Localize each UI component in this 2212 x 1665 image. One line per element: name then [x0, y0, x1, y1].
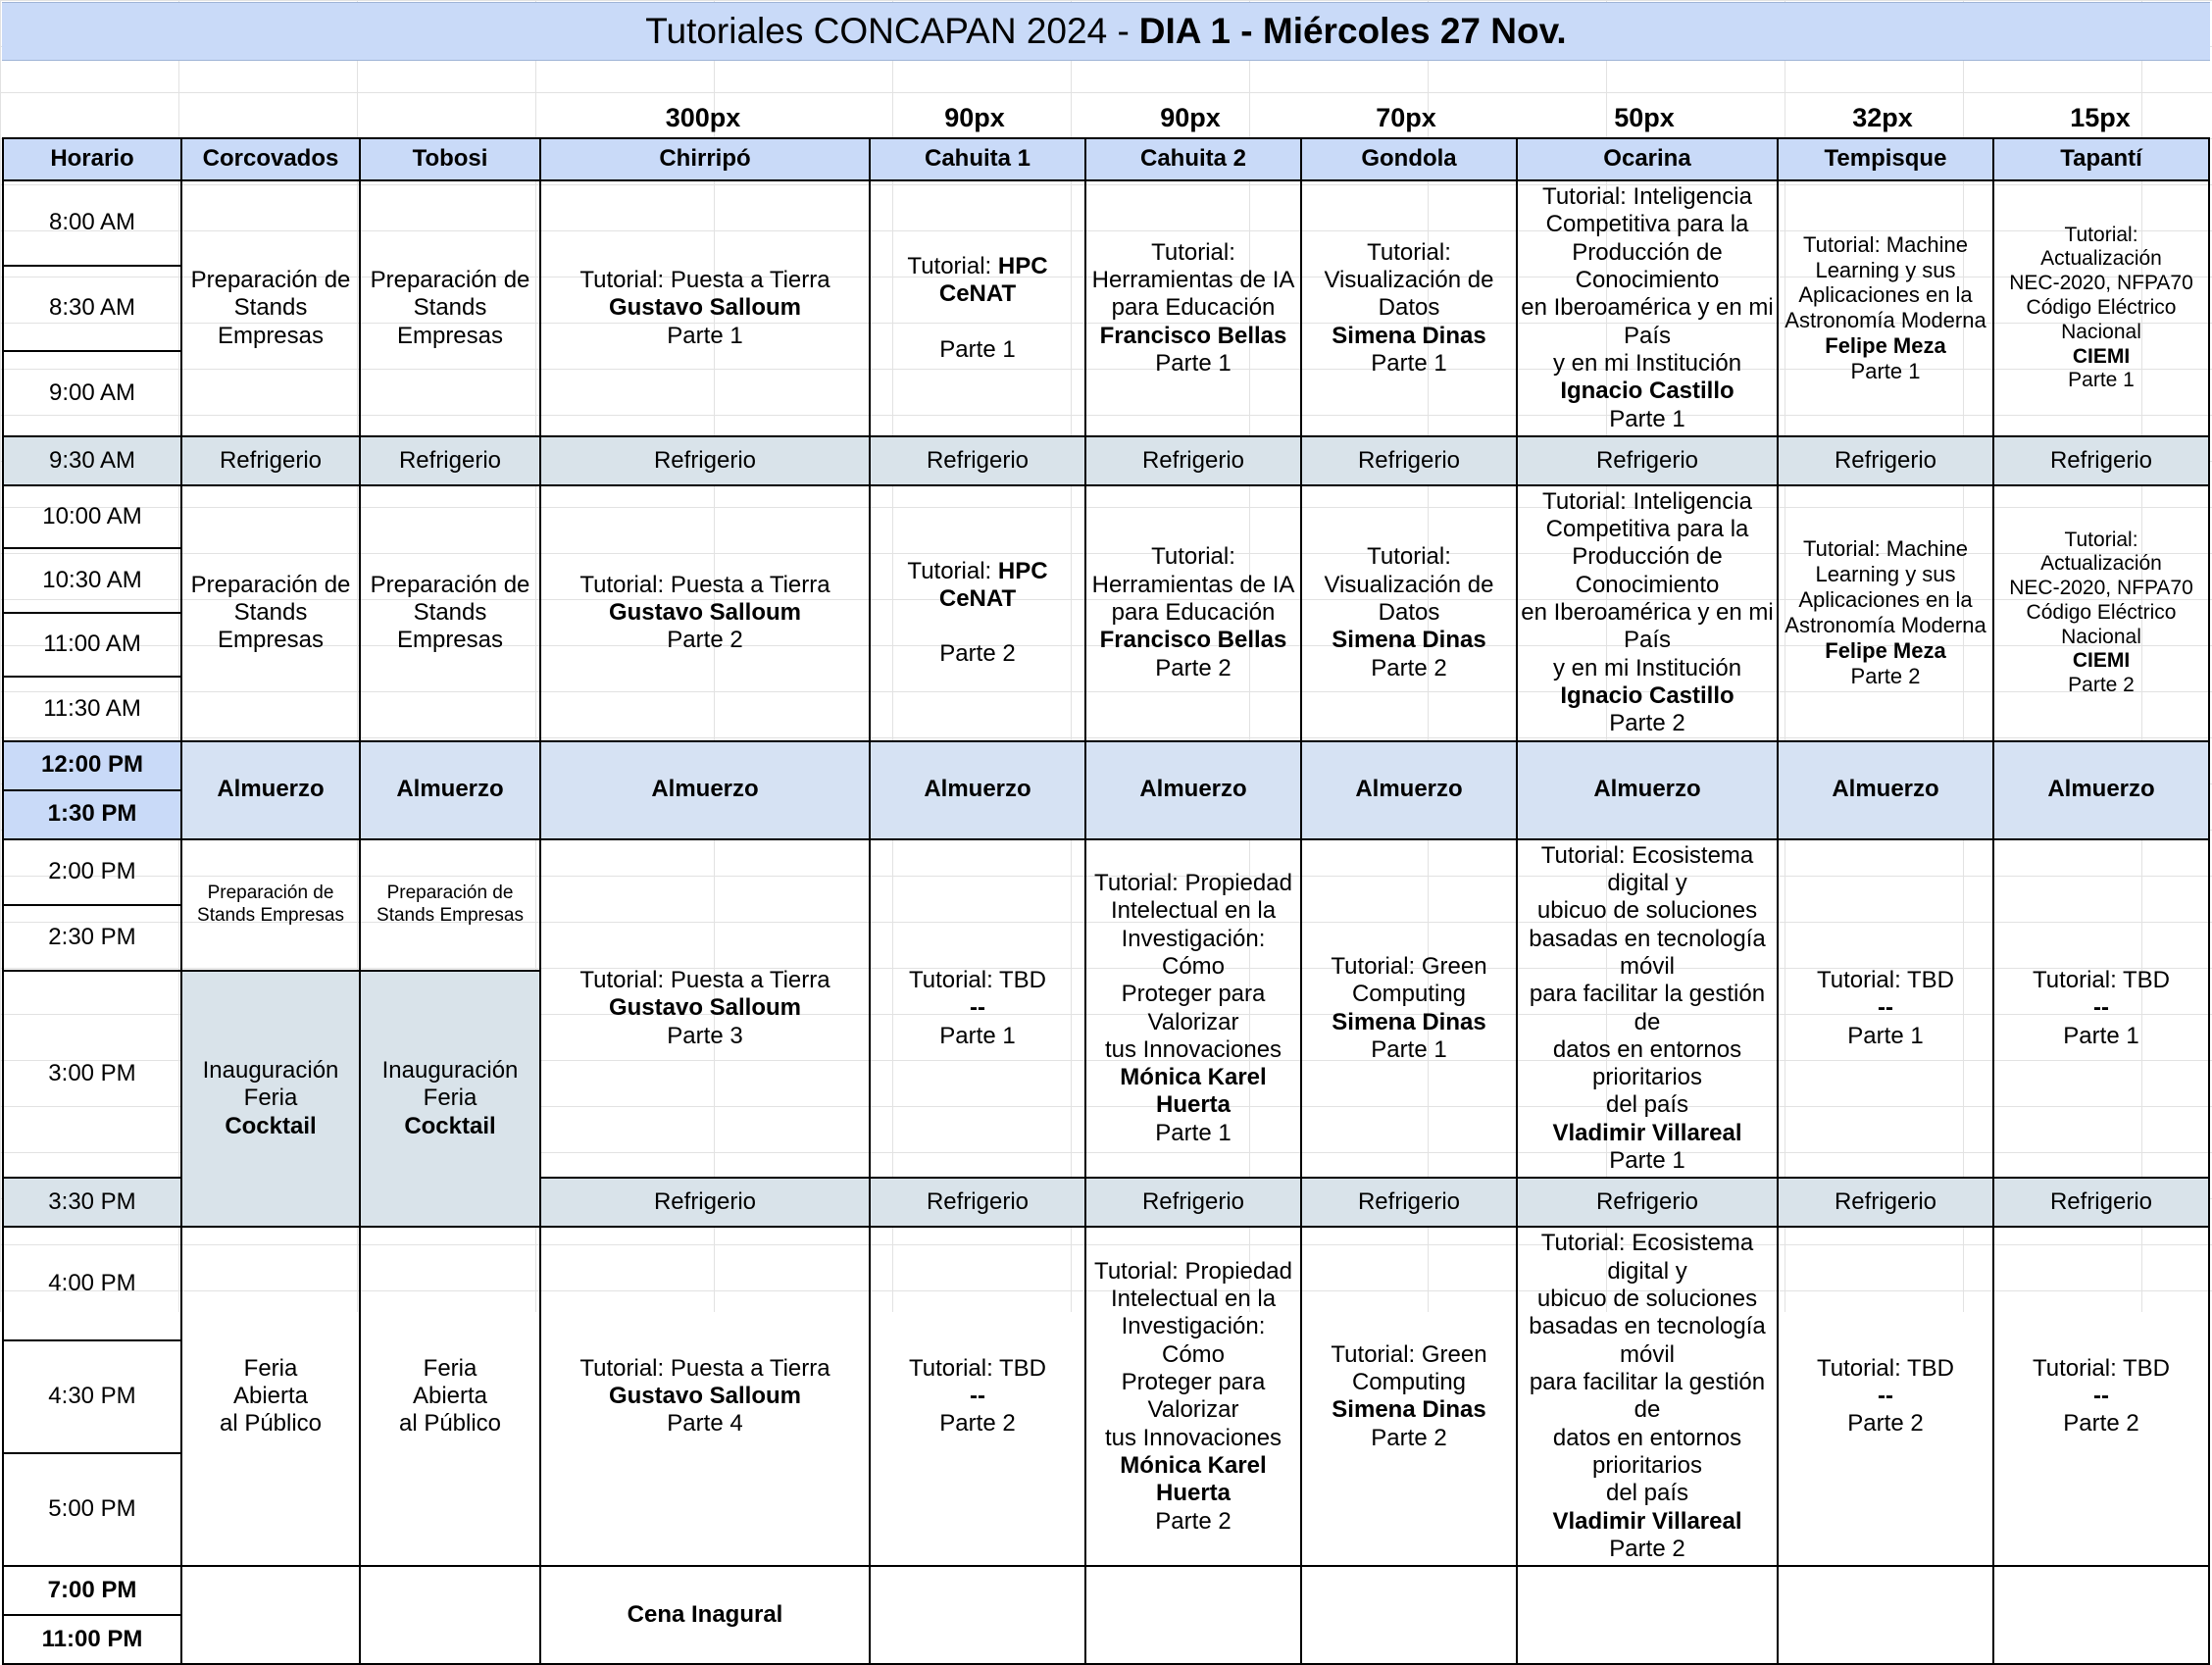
block-cahuita2-parte1[interactable]: [1085, 180, 1301, 436]
header-horario[interactable]: Horario: [3, 138, 181, 180]
time-cell[interactable]: 4:30 PM: [3, 1340, 181, 1453]
page-title: [2, 2, 2210, 61]
tutorial-part: Parte 2: [1155, 654, 1232, 681]
block-inauguracion-tobosi[interactable]: [360, 971, 540, 1228]
time-cell[interactable]: 8:30 AM: [3, 266, 181, 351]
tutorial-title-line: Aplicaciones en la: [1798, 282, 1973, 308]
size-cahuita2: 90px: [1160, 102, 1221, 132]
tutorial-title-line: Competitiva para la: [1545, 211, 1749, 238]
block-stands-corcovados-2[interactable]: [181, 485, 360, 741]
refrigerio-cell[interactable]: Refrigerio: [1993, 436, 2209, 485]
empty-cell[interactable]: [870, 1566, 1085, 1664]
tutorial-title-line: Tutorial:: [2064, 528, 2138, 551]
refrigerio-cell[interactable]: Refrigerio: [540, 1178, 870, 1227]
tutorial-part: Parte 2: [667, 627, 743, 654]
header-tapanti[interactable]: Tapantí: [1993, 138, 2209, 180]
tutorial-speaker: Gustavo Salloum: [608, 1383, 802, 1410]
almuerzo-cell[interactable]: Almuerzo: [870, 741, 1085, 839]
header-cahuita1[interactable]: Cahuita 1: [870, 138, 1085, 180]
tutorial-part: Parte 1: [2063, 1022, 2139, 1049]
time-cell[interactable]: 3:00 PM: [3, 971, 181, 1179]
tutorial-speaker: Ignacio Castillo: [1560, 378, 1734, 405]
block-gondola-parte2[interactable]: [1301, 485, 1517, 741]
block-cahuita1-parte2[interactable]: [870, 485, 1085, 741]
time-cell[interactable]: 11:00 AM: [3, 613, 181, 677]
time-cell[interactable]: 10:00 AM: [3, 485, 181, 548]
block-cahuita1-tbd2[interactable]: [870, 1227, 1085, 1566]
tutorial-part: Parte 1: [2068, 369, 2135, 392]
tutorial-title-line: Proteger para Valorizar: [1121, 1368, 1266, 1424]
almuerzo-cell[interactable]: Almuerzo: [1993, 741, 2209, 839]
tutorial-speaker: Ignacio Castillo: [1560, 682, 1734, 709]
time-cell[interactable]: 2:00 PM: [3, 839, 181, 905]
feria-line2: Abierta: [412, 1383, 488, 1410]
block-tapanti-parte1[interactable]: [1993, 180, 2209, 436]
tutorial-title-line: Computing: [1351, 1368, 1467, 1395]
block-cahuita2-pi1[interactable]: [1085, 839, 1301, 1179]
tutorial-title-line: Tutorial:: [1151, 238, 1235, 266]
block-gondola-green1[interactable]: [1301, 839, 1517, 1179]
tutorial-speaker: Gustavo Salloum: [608, 994, 802, 1022]
tutorial-part: Parte 2: [1847, 1410, 1924, 1438]
tutorial-title: Tutorial: Puesta a Tierra: [579, 1354, 830, 1382]
block-feria-corcovados[interactable]: [181, 1227, 360, 1566]
stands-line3: Empresas: [396, 322, 504, 349]
stands-line2: Stands: [413, 599, 487, 627]
tutorial-title-line: Tutorial:: [1367, 238, 1451, 266]
almuerzo-cell[interactable]: Almuerzo: [1517, 741, 1778, 839]
tutorial-speaker: Mónica Karel Huerta: [1120, 1064, 1267, 1119]
block-stands-small-corcovados[interactable]: Preparación de Stands Empresas: [181, 839, 360, 971]
table-row: [3, 741, 2209, 790]
header-tobosi[interactable]: Tobosi: [360, 138, 540, 180]
header-tempisque[interactable]: Tempisque: [1778, 138, 1993, 180]
almuerzo-cell[interactable]: Almuerzo: [1085, 741, 1301, 839]
tutorial-part: Parte 1: [1371, 349, 1447, 377]
stands-line3: Empresas: [217, 627, 325, 654]
tutorial-part: Parte 1: [667, 322, 743, 349]
block-chirripo-parte2[interactable]: [540, 485, 870, 741]
tutorial-title-line: Datos: [1378, 294, 1440, 322]
refrigerio-cell[interactable]: Refrigerio: [1517, 436, 1778, 485]
tutorial-title-line: Tutorial: Green: [1331, 1340, 1487, 1368]
tutorial-title-line: Tutorial: Propiedad: [1094, 869, 1292, 896]
tutorial-part: Parte 2: [1371, 1424, 1447, 1451]
tutorial-title-line: y en mi Institución: [1552, 349, 1742, 377]
refrigerio-cell[interactable]: Refrigerio: [1517, 1178, 1778, 1227]
stands-line2: Stands: [233, 599, 308, 627]
tutorial-part: Parte 1: [1609, 405, 1685, 432]
inauguracion-line2: Feria: [423, 1085, 478, 1112]
tutorial-speaker: Vladimir Villareal: [1552, 1507, 1742, 1535]
refrigerio-cell[interactable]: Refrigerio: [360, 436, 540, 485]
header-ocarina[interactable]: Ocarina: [1517, 138, 1778, 180]
inauguracion-line1: Inauguración: [381, 1057, 519, 1085]
refrigerio-cell[interactable]: Refrigerio: [1301, 1178, 1517, 1227]
tutorial-part: Parte 2: [1155, 1507, 1232, 1535]
block-cahuita1-parte1[interactable]: [870, 180, 1085, 436]
size-ocarina: 50px: [1614, 102, 1675, 132]
time-cell[interactable]: 4:00 PM: [3, 1227, 181, 1339]
block-cahuita2-pi2[interactable]: [1085, 1227, 1301, 1566]
tutorial-title-line: en Iberoamérica y en mi País: [1521, 294, 1774, 349]
tutorial-title-line: NEC-2020, NFPA70: [2009, 577, 2193, 600]
almuerzo-cell[interactable]: Almuerzo: [181, 741, 360, 839]
block-chirripo-parte3[interactable]: [540, 839, 870, 1179]
block-ocarina-parte2[interactable]: [1517, 485, 1778, 741]
tutorial-part: Parte 2: [1609, 710, 1685, 737]
feria-line1: Feria: [423, 1354, 478, 1382]
tutorial-title-line: Astronomía Moderna: [1785, 308, 1986, 333]
inauguracion-line3: Cocktail: [225, 1112, 317, 1139]
tutorial-title: Tutorial: TBD: [1816, 967, 1955, 994]
tutorial-title-line: datos en entornos prioritarios: [1552, 1035, 1742, 1091]
tutorial-title-line: Intelectual en la: [1110, 897, 1277, 925]
block-tapanti-tbd1[interactable]: [1993, 839, 2209, 1179]
stands-line3: Empresas: [396, 627, 504, 654]
tutorial-title-line: para facilitar la gestión de: [1529, 981, 1766, 1035]
header-cahuita2[interactable]: Cahuita 2: [1085, 138, 1301, 180]
tutorial-title-line: Código Eléctrico: [2026, 600, 2177, 624]
tutorial-title-line: en Iberoamérica y en mi País: [1521, 599, 1774, 654]
tutorial-title-line: del país: [1605, 1091, 1689, 1119]
block-inauguracion-corcovados[interactable]: [181, 971, 360, 1228]
tutorial-part: Parte 2: [1850, 664, 1921, 689]
time-cell[interactable]: 9:30 AM: [3, 436, 181, 485]
tutorial-title: Tutorial: TBD: [2032, 967, 2171, 994]
tutorial-title-line: Competitiva para la: [1545, 516, 1749, 543]
tutorial-title-line: Tutorial:: [1367, 543, 1451, 571]
tutorial-speaker: --: [2093, 1383, 2109, 1410]
empty-cell[interactable]: [360, 1566, 540, 1664]
tutorial-part: Parte 1: [1371, 1035, 1447, 1063]
almuerzo-cell[interactable]: Almuerzo: [360, 741, 540, 839]
tutorial-title-line: Tutorial:: [2064, 223, 2138, 246]
tutorial-title-line: Learning y sus: [1815, 257, 1956, 282]
title-bold: DIA 1 - Miércoles 27 Nov.: [1138, 11, 1567, 51]
tutorial-title-line: Tutorial: Machine: [1803, 231, 1968, 257]
block-stands-corcovados[interactable]: [181, 180, 360, 436]
tutorial-title-line: tus Innovaciones: [1104, 1424, 1282, 1451]
tutorial-title-line: para Educación: [1111, 599, 1276, 627]
time-cell[interactable]: 9:00 AM: [3, 351, 181, 436]
tutorial-title: Tutorial: Puesta a Tierra: [579, 571, 830, 598]
tutorial-title-line: Producción de Conocimiento: [1572, 543, 1723, 598]
refrigerio-cell[interactable]: Refrigerio: [1301, 436, 1517, 485]
time-cell[interactable]: 5:00 PM: [3, 1453, 181, 1566]
block-tapanti-tbd2[interactable]: [1993, 1227, 2209, 1566]
refrigerio-cell[interactable]: Refrigerio: [1085, 436, 1301, 485]
tutorial-part: Parte 2: [2068, 674, 2135, 697]
refrigerio-cell[interactable]: Refrigerio: [181, 436, 360, 485]
tutorial-title-line: Computing: [1351, 981, 1467, 1008]
tutorial-part: Parte 1: [1850, 359, 1921, 384]
block-tempisque-parte1[interactable]: [1778, 180, 1993, 436]
block-chirripo-parte1[interactable]: [540, 180, 870, 436]
time-cell[interactable]: 10:30 AM: [3, 548, 181, 612]
tutorial-part: Parte 1: [1609, 1147, 1685, 1175]
size-tapanti: 15px: [2070, 102, 2131, 132]
tutorial-title-line: basadas en tecnología móvil: [1529, 925, 1766, 980]
tutorial-speaker: Francisco Bellas: [1099, 627, 1287, 654]
block-tempisque-tbd2[interactable]: [1778, 1227, 1993, 1566]
header-gondola[interactable]: Gondola: [1301, 138, 1517, 180]
tutorial-speaker: Simena Dinas: [1332, 1008, 1486, 1035]
tutorial-title: Tutorial: TBD: [908, 1354, 1047, 1382]
tutorial-title-line: Proteger para Valorizar: [1121, 981, 1266, 1035]
header-row: [3, 138, 2209, 180]
tutorial-title-line: Herramientas de IA: [1091, 571, 1295, 598]
tutorial-title-line: para Educación: [1111, 294, 1276, 322]
inauguracion-line3: Cocktail: [404, 1112, 496, 1139]
tutorial-speaker: --: [2093, 994, 2109, 1022]
tutorial-speaker: Vladimir Villareal: [1552, 1119, 1742, 1146]
title-normal: Tutoriales CONCAPAN 2024 -: [645, 11, 1130, 51]
tutorial-speaker: --: [970, 994, 985, 1022]
refrigerio-cell[interactable]: Refrigerio: [1993, 1178, 2209, 1227]
tutorial-title-line: Tutorial: Machine: [1803, 536, 1968, 562]
tutorial-part: Parte 2: [939, 1410, 1016, 1438]
refrigerio-cell[interactable]: Refrigerio: [1778, 1178, 1993, 1227]
size-tempisque: 32px: [1852, 102, 1913, 132]
tutorial-part: Parte 2: [1371, 654, 1447, 681]
feria-line2: Abierta: [232, 1383, 309, 1410]
tutorial-part: Parte 1: [1155, 349, 1232, 377]
stands-line1: Preparación de: [370, 266, 530, 293]
block-gondola-green2[interactable]: [1301, 1227, 1517, 1566]
tutorial-part: Parte 2: [2063, 1410, 2139, 1438]
tutorial-title-line: basadas en tecnología móvil: [1529, 1313, 1766, 1368]
refrigerio-cell[interactable]: Refrigerio: [870, 436, 1085, 485]
block-ocarina-eco1[interactable]: [1517, 839, 1778, 1179]
tutorial-title: Tutorial: TBD: [908, 967, 1047, 994]
size-chirripo: 300px: [665, 102, 741, 132]
tutorial-title-line: Nacional: [2061, 625, 2141, 648]
block-tempisque-parte2[interactable]: [1778, 485, 1993, 741]
time-cell[interactable]: 11:00 PM: [3, 1615, 181, 1664]
table-row: [3, 180, 2209, 266]
block-chirripo-parte4[interactable]: [540, 1227, 870, 1566]
empty-cell[interactable]: [1778, 1566, 1993, 1664]
tutorial-speaker: Mónica Karel Huerta: [1120, 1451, 1267, 1507]
header-corcovados[interactable]: Corcovados: [181, 138, 360, 180]
table-row: [3, 436, 2209, 485]
tutorial-speaker: --: [970, 1383, 985, 1410]
empty-cell[interactable]: [1517, 1566, 1778, 1664]
tutorial-speaker: CeNAT: [938, 585, 1017, 613]
empty-cell[interactable]: [1085, 1566, 1301, 1664]
block-cahuita1-tbd1[interactable]: [870, 839, 1085, 1179]
tutorial-title-line: Astronomía Moderna: [1785, 613, 1986, 638]
tutorial-title: Tutorial: TBD: [2032, 1354, 2171, 1382]
time-cell[interactable]: 2:30 PM: [3, 905, 181, 971]
tutorial-title-line: Tutorial: Propiedad: [1094, 1257, 1292, 1285]
tutorial-part: Parte 4: [667, 1410, 743, 1438]
tutorial-part: Parte 1: [1155, 1119, 1232, 1146]
block-cahuita2-parte2[interactable]: [1085, 485, 1301, 741]
tutorial-title-line: Nacional: [2061, 320, 2141, 343]
block-ocarina-parte1[interactable]: [1517, 180, 1778, 436]
tutorial-title: Tutorial: TBD: [1816, 1354, 1955, 1382]
tutorial-title-line: datos en entornos prioritarios: [1552, 1424, 1742, 1479]
refrigerio-cell[interactable]: Refrigerio: [540, 436, 870, 485]
tutorial-speaker: Simena Dinas: [1332, 1396, 1486, 1424]
almuerzo-cell[interactable]: Almuerzo: [1778, 741, 1993, 839]
time-cell[interactable]: 8:00 AM: [3, 180, 181, 266]
empty-cell[interactable]: [181, 1566, 360, 1664]
schedule-table: [2, 137, 2210, 1665]
tutorial-title-line: para facilitar la gestión de: [1529, 1368, 1766, 1424]
time-cell[interactable]: 3:30 PM: [3, 1178, 181, 1227]
tutorial-speaker: Simena Dinas: [1332, 627, 1486, 654]
tutorial-title-line: Tutorial: Inteligencia: [1542, 487, 1752, 515]
tutorial-title-line: NEC-2020, NFPA70: [2009, 272, 2193, 295]
tutorial-speaker: Francisco Bellas: [1099, 322, 1287, 349]
block-tempisque-tbd1[interactable]: [1778, 839, 1993, 1179]
table-row: [3, 839, 2209, 905]
empty-cell[interactable]: [1301, 1566, 1517, 1664]
tutorial-speaker: CeNAT: [938, 280, 1017, 308]
stands-line2: Stands: [413, 294, 487, 322]
feria-line3: al Público: [398, 1410, 502, 1438]
cena-inagural-cell[interactable]: Cena Inagural: [540, 1566, 870, 1664]
refrigerio-cell[interactable]: Refrigerio: [1778, 436, 1993, 485]
tutorial-title: Tutorial: Puesta a Tierra: [579, 266, 830, 293]
tutorial-title-line: Learning y sus: [1815, 562, 1956, 587]
stands-line1: Preparación de: [190, 266, 351, 293]
tutorial-part: Parte 1: [1847, 1022, 1924, 1049]
time-cell[interactable]: 1:30 PM: [3, 790, 181, 839]
time-cell[interactable]: 11:30 AM: [3, 677, 181, 741]
tutorial-title-line: ubicuo de soluciones: [1536, 897, 1758, 925]
tutorial-title-line: tus Innovaciones: [1104, 1035, 1282, 1063]
column-size-row: [0, 96, 2212, 139]
tutorial-title-line: Tutorial: Green: [1331, 952, 1487, 980]
time-cell[interactable]: 12:00 PM: [3, 741, 181, 790]
block-stands-tobosi[interactable]: [360, 180, 540, 436]
block-stands-tobosi-2[interactable]: [360, 485, 540, 741]
tutorial-title-line: y en mi Institución: [1552, 654, 1742, 681]
inauguracion-line2: Feria: [243, 1085, 298, 1112]
tutorial-part: Parte 2: [1609, 1535, 1685, 1562]
tutorial-title-line: Herramientas de IA: [1091, 266, 1295, 293]
tutorial-title: HPC: [997, 557, 1048, 584]
tutorial-title-line: Aplicaciones en la: [1798, 587, 1973, 613]
tutorial-title-line: ubicuo de soluciones: [1536, 1286, 1758, 1312]
tutorial-speaker: Gustavo Salloum: [608, 599, 802, 627]
empty-cell[interactable]: [1993, 1566, 2209, 1664]
tutorial-speaker: Felipe Meza: [1825, 333, 1946, 359]
table-row: [3, 1227, 2209, 1339]
tutorial-speaker: --: [1878, 994, 1893, 1022]
size-gondola: 70px: [1376, 102, 1436, 132]
tutorial-speaker: Simena Dinas: [1332, 322, 1486, 349]
tutorial-speaker: CIEMI: [2072, 344, 2131, 368]
stands-line1: Preparación de: [190, 571, 351, 598]
tutorial-title-line: Actualización: [2040, 247, 2162, 271]
tutorial-title: Tutorial: Puesta a Tierra: [579, 967, 830, 994]
table-row: [3, 1566, 2209, 1615]
tutorial-title-line: del país: [1605, 1480, 1689, 1507]
refrigerio-cell[interactable]: Refrigerio: [870, 1178, 1085, 1227]
almuerzo-cell[interactable]: Almuerzo: [1301, 741, 1517, 839]
tutorial-title-line: Visualización de: [1324, 266, 1494, 293]
block-ocarina-eco2[interactable]: [1517, 1227, 1778, 1566]
tutorial-speaker: CIEMI: [2072, 649, 2131, 673]
tutorial-title-line: Código Eléctrico: [2026, 296, 2177, 320]
time-cell[interactable]: 7:00 PM: [3, 1566, 181, 1615]
feria-line1: Feria: [243, 1354, 298, 1382]
size-cahuita1: 90px: [944, 102, 1005, 132]
tutorial-title-line: Visualización de: [1324, 571, 1494, 598]
tutorial-speaker: Gustavo Salloum: [608, 294, 802, 322]
tutorial-title-line: Producción de Conocimiento: [1572, 238, 1723, 293]
tutorial-title: HPC: [997, 252, 1048, 279]
tutorial-part: Parte 3: [667, 1022, 743, 1049]
tutorial-prefix: Tutorial:: [907, 252, 998, 279]
stands-line2: Stands: [233, 294, 308, 322]
tutorial-title-line: Tutorial: Ecosistema digital y: [1540, 1230, 1754, 1285]
stands-line3: Empresas: [217, 322, 325, 349]
tutorial-part: Parte 1: [939, 335, 1016, 363]
tutorial-part: Parte 1: [939, 1022, 1016, 1049]
block-stands-small-tobosi[interactable]: Preparación de Stands Empresas: [360, 839, 540, 971]
block-tapanti-parte2[interactable]: [1993, 485, 2209, 741]
inauguracion-line1: Inauguración: [202, 1057, 339, 1085]
stands-line1: Preparación de: [370, 571, 530, 598]
tutorial-speaker: Felipe Meza: [1825, 638, 1946, 664]
tutorial-title-line: Tutorial: Inteligencia: [1542, 183, 1752, 210]
tutorial-speaker: --: [1878, 1383, 1893, 1410]
tutorial-title-line: Investigación: Cómo: [1121, 925, 1266, 980]
tutorial-part: Parte 2: [939, 640, 1016, 668]
tutorial-title-line: Actualización: [2040, 552, 2162, 576]
almuerzo-cell[interactable]: Almuerzo: [540, 741, 870, 839]
tutorial-title-line: Intelectual en la: [1110, 1286, 1277, 1312]
tutorial-title-line: Tutorial: Ecosistema digital y: [1540, 841, 1754, 896]
refrigerio-cell[interactable]: Refrigerio: [1085, 1178, 1301, 1227]
tutorial-prefix: Tutorial:: [907, 557, 998, 584]
header-chirripo[interactable]: Chirripó: [540, 138, 870, 180]
block-gondola-parte1[interactable]: [1301, 180, 1517, 436]
tutorial-title-line: Tutorial:: [1151, 543, 1235, 571]
table-row: [3, 485, 2209, 548]
tutorial-title-line: Datos: [1378, 599, 1440, 627]
tutorial-title-line: Investigación: Cómo: [1121, 1313, 1266, 1368]
block-feria-tobosi[interactable]: [360, 1227, 540, 1566]
feria-line3: al Público: [219, 1410, 323, 1438]
